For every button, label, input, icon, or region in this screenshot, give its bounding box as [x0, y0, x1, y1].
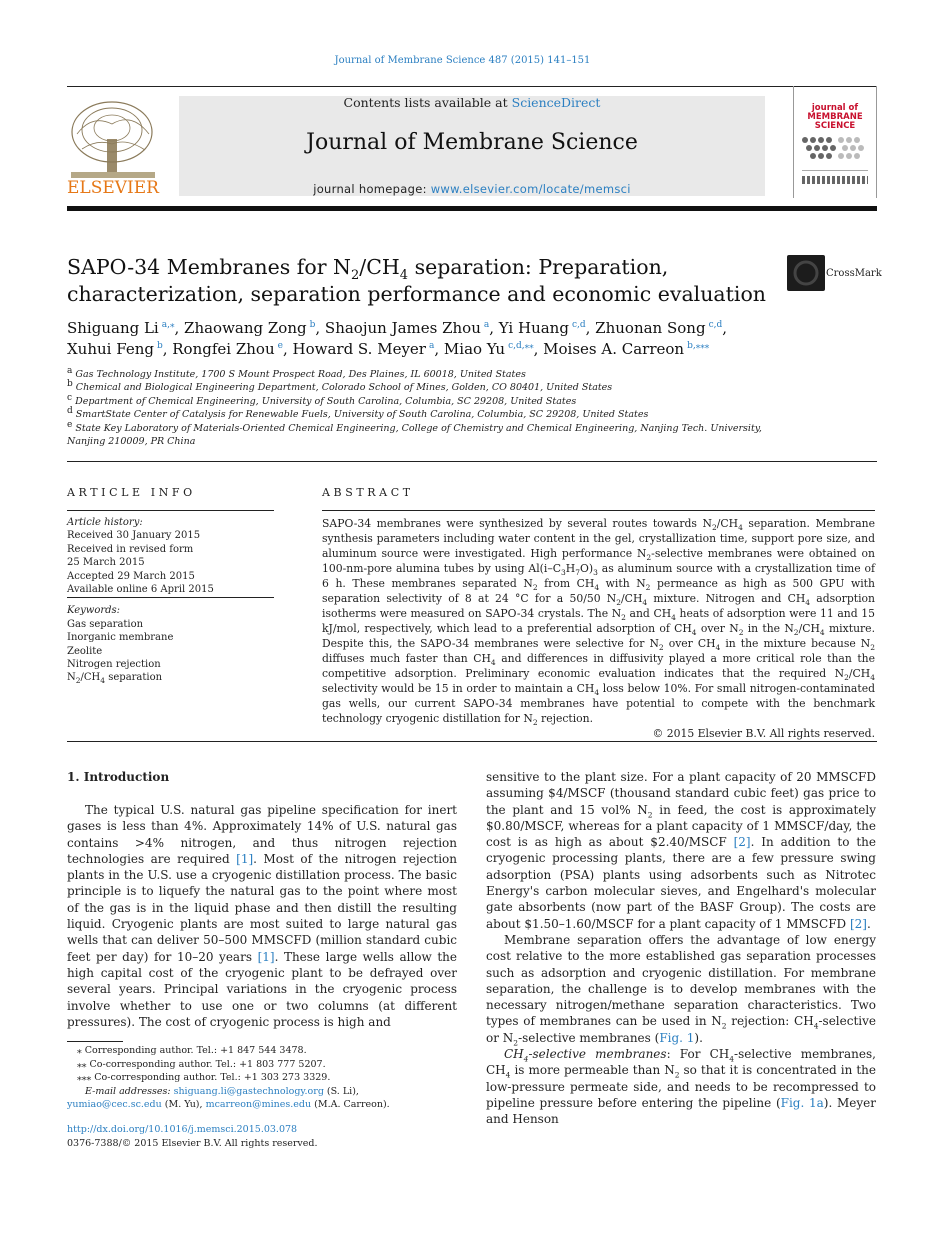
affiliation-key: a: [67, 365, 73, 376]
affiliation: [67, 408, 767, 421]
cover-title-line2: MEMBRANE: [807, 112, 863, 122]
footnote-emails: [67, 1085, 457, 1099]
keywords-rule: [67, 597, 274, 598]
affiliation-text: State Key Laboratory of Materials-Oriented Chemical Engineering, College of Chemistry and Chemical Engineering, Nanjing Tech. University,: [75, 422, 762, 434]
cover-divider: [802, 170, 868, 171]
author-separator: ,: [533, 340, 544, 358]
crossmark-icon[interactable]: [787, 255, 825, 291]
affiliation-text: Nanjing 210009, PR China: [67, 436, 196, 448]
publisher-name: ELSEVIER: [67, 178, 159, 198]
history-item: 25 March 2015: [67, 557, 145, 569]
body-column-left: [67, 802, 457, 1030]
article-info-rule: [67, 510, 274, 511]
footnotes: [67, 1044, 457, 1112]
author-name: Shiguang Li: [67, 319, 159, 337]
history-item: Available online 6 April 2015: [67, 584, 214, 596]
author-name: Moises A. Carreon: [543, 340, 685, 358]
paragraph: The typical U.S. natural gas pipeline specification for inert gases is less than 4%. Approximately 14% of U.S. natural gas contains >4% nitrogen, and thus nitrogen rejection technologies are required [1]. Most of the nitrogen rejection plants in the U.S. use a cryogenic distillation process. The basic principle is to liquefy the natural gas to the point where most of the gas is in the liquid phase and then distill the resulting liquid. Cryogenic plants are most suited to large natural gas wells that can deliver 50–500 MMSCFD (million standard cubic feet per day) for 10–20 years [1]. These large wells allow the high capital cost of the cryogenic plant to be defrayed over several years. Principal variations in the cryogenic process involve whether to use one or two columns (at different pressures). The cost of cryogenic process is high and: [67, 803, 457, 1029]
author-name: Zhaowang Zong: [184, 319, 307, 337]
keyword-sub: 4: [100, 676, 106, 686]
title-line2: characterization, separation performance and economic evaluation: [67, 282, 766, 306]
affiliation-text: Gas Technology Institute, 1700 S Mount Prospect Road, Des Plaines, IL 60018, United States: [75, 369, 526, 380]
journal-homepage: [179, 182, 765, 196]
affiliation: [67, 365, 767, 381]
email-owner: (M. Yu),: [161, 1099, 206, 1110]
contents-label: Contents lists available at: [343, 95, 512, 110]
author-name: Howard S. Meyer: [292, 340, 426, 358]
header-top-rule: [67, 86, 877, 87]
email-owner: (S. Li),: [323, 1085, 359, 1097]
author-name: Yi Huang: [498, 319, 569, 337]
author-separator: ,: [585, 319, 596, 337]
article-info-heading: ARTICLE INFO: [67, 486, 196, 499]
author-separator: ,: [434, 340, 444, 358]
affiliation-list: [67, 365, 767, 448]
journal-title: Journal of Membrane Science: [306, 130, 638, 155]
footnote-co-corresponding: ⁎⁎⁎ Co-corresponding author. Tel.: +1 303 273 3329.: [77, 1072, 331, 1083]
abstract-rule: [322, 510, 875, 511]
author-affil-mark[interactable]: b: [156, 341, 163, 351]
title-sub: 4: [399, 268, 409, 284]
affiliation-text: Chemical and Biological Engineering Department, Colorado School of Mines, Golden, CO 80401, United States: [75, 382, 613, 394]
history-item: Received 30 January 2015: [67, 530, 201, 542]
keyword-part: /CH: [80, 672, 101, 684]
author[interactable]: [67, 319, 174, 337]
ref-link[interactable]: [1]: [257, 949, 275, 964]
paragraph: $CH_4$-selective membranes: For $CH_4$-selective membranes, $CH_4$ is more permeable than $N_2$ so that it is concentrated in the low-pressure permeate side, and needs to be recompressed to pipeline pressure before entering the pipeline (Fig. 1a). Meyer and Henson: [486, 1047, 877, 1127]
header-bottom-rule: [67, 206, 877, 211]
author-separator: ,: [282, 340, 293, 358]
affiliation: [67, 381, 767, 394]
ref-link[interactable]: [2]: [733, 835, 751, 850]
cover-molecule-icon: [799, 134, 871, 164]
cover-title-line1: journal of: [811, 103, 859, 113]
article-title: [67, 254, 767, 308]
front-matter-rule: [67, 461, 877, 462]
affiliation: [67, 419, 767, 435]
abstract-heading: ABSTRACT: [322, 486, 414, 499]
paragraph: sensitive to the plant size. For a plant capacity of 20 MMSCFD assuming $4/MSCF (thousand standard cubic feet) gas price to the plant and 15 vol% $N_2$ in feed, the cost is approximately $0.80/MSCF, whereas for a plant capacity of 1 MMSCF/day, the cost is as high as about $2.40/MSCF [2]. In addition to the cryogenic processing plants, there are a few pressure swing adsorption (PSA) plants using adsorbents such as Nitrotec Energy's carbon molecular sieves, and Engelhard's molecular gate absorbents (now part of the BASF Group). The costs are about $1.50–1.60/MSCF for a plant capacity of 1 MMSCFD [2].: [486, 770, 877, 931]
keyword: Zeolite: [67, 645, 103, 657]
author[interactable]: [184, 319, 315, 337]
author[interactable]: [444, 340, 534, 358]
author-affil-mark[interactable]: b: [309, 320, 316, 330]
history-item: Accepted 29 March 2015: [67, 570, 195, 582]
abstract-text: SAPO-34 membranes were synthesized by several routes towards $N_2/CH_4$ separation. Membrane synthesis parameters including water content in the gel, crystallization time, support pore size, and aluminum source were investigated. High performance $N_2$-selective membranes were obtained on 100-nm-pore alumina tubes by using $Al(i-C_3H_7O)_3$ as aluminum source with a crystallization time of 6 h. These membranes separated $N_2$ from $CH_4$ with $N_2$ permeance as high as 500 GPU with separation selectivity of 8 at 24 °C for a 50/50 $N_2/CH_4$ mixture. Nitrogen and $CH_4$ adsorption isotherms were measured on SAPO-34 crystals. The $N_2$ and $CH_4$ heats of adsorption were 11 and 15 kJ/mol, respectively, which lead to a preferential adsorption of $CH_4$ over $N_2$ in the $N_2/CH_4$ mixture. Despite this, the SAPO-34 membranes were selective for $N_2$ over $CH_4$ in the mixture because $N_2$ diffuses much faster than $CH_4$ and differences in diffusivity played a more critical role than the competitive adsorption. Preliminary economic evaluation indicates that the required $N_2/CH_4$ selectivity would be 15 in order to maintain a $CH_4$ loss below 10%. For small nitrogen-contaminated gas wells, our current SAPO-34 membranes have potential to compete with the benchmark technology cryogenic distillation for $N_2$ rejection. © 2015 Elsevier B.V. All rights reserved.: [322, 517, 876, 740]
author-separator: ,: [489, 319, 499, 337]
author-separator: ,: [722, 319, 728, 337]
homepage-link[interactable]: www.elsevier.com/locate/memsci: [430, 182, 631, 196]
author-affil-mark[interactable]: e: [277, 341, 283, 351]
email-link[interactable]: mcarreon@mines.edu: [205, 1099, 312, 1110]
title-part: SAPO-34 Membranes for N: [67, 255, 351, 279]
issn-line: 0376-7388/© 2015 Elsevier B.V. All rights reserved.: [67, 1137, 318, 1149]
cover-barcode-icon: [802, 176, 868, 184]
title-part: /CH: [359, 255, 400, 279]
email-owner: (M.A. Carreon).: [311, 1099, 390, 1110]
author-affil-mark[interactable]: c,d: [708, 320, 723, 330]
author[interactable]: [172, 340, 283, 358]
figure-link[interactable]: Fig. 1a: [780, 1095, 824, 1110]
keyword: Inorganic membrane: [67, 632, 174, 644]
footnote-rule: [67, 1041, 123, 1042]
author-name: Xuhui Feng: [67, 340, 154, 358]
affiliation: [67, 392, 767, 408]
figure-link-label: Fig. 1: [780, 1095, 817, 1110]
author-affil-mark[interactable]: a: [428, 341, 435, 351]
author-separator: ,: [174, 319, 185, 337]
page-footer: [67, 1123, 457, 1150]
keywords-label: Keywords:: [67, 605, 121, 617]
keyword-sub: 2: [75, 676, 81, 686]
contents-available: [179, 95, 765, 110]
author[interactable]: [595, 319, 722, 337]
title-part: separation: Preparation,: [408, 255, 669, 279]
keyword: Nitrogen rejection: [67, 659, 161, 671]
author-name: Shaojun James Zhou: [324, 319, 481, 337]
email-link[interactable]: shiguang.li@gastechnology.org: [173, 1085, 324, 1097]
affiliation: [67, 435, 767, 448]
figure-link[interactable]: Fig. 1: [659, 1030, 695, 1045]
affiliation-key: d: [67, 406, 73, 417]
abstract-bottom-rule: [67, 741, 877, 742]
author-affil-mark[interactable]: b,⁎⁎⁎: [687, 341, 710, 351]
footnote-emails: [67, 1098, 457, 1112]
author[interactable]: [293, 340, 435, 358]
affiliation-text: SmartState Center of Catalysis for Renewable Fuels, University of South Carolina, Columbia, SC 29208, United States: [75, 409, 649, 421]
cover-title: [800, 104, 870, 131]
article-info: [67, 516, 274, 685]
history-item: Received in revised form: [67, 543, 194, 555]
history-label: Article history:: [67, 517, 143, 528]
author[interactable]: [543, 340, 709, 358]
affiliation-key: b: [67, 379, 73, 390]
cover-title-line3: SCIENCE: [814, 121, 856, 131]
author-separator: ,: [162, 340, 173, 358]
sciencedirect-link[interactable]: ScienceDirect: [511, 95, 601, 110]
author-affil-mark[interactable]: a: [483, 320, 490, 330]
footnote-co-corresponding: ⁎⁎ Co-corresponding author. Tel.: +1 803 777 5207.: [77, 1058, 326, 1070]
author-affil-mark[interactable]: c,d,⁎⁎: [508, 341, 534, 351]
ref-link[interactable]: [1]: [236, 851, 254, 866]
journal-citation[interactable]: Journal of Membrane Science 487 (2015) 141–151: [334, 55, 591, 66]
elsevier-logo: [67, 94, 159, 197]
body-column-right: [486, 769, 876, 1128]
email-link[interactable]: yumiao@cec.sc.edu: [67, 1099, 162, 1110]
keyword-part: separation: [105, 672, 163, 684]
author[interactable]: [325, 319, 489, 337]
doi-link[interactable]: http://dx.doi.org/10.1016/j.memsci.2015.03.078: [67, 1124, 298, 1135]
homepage-label: journal homepage:: [313, 182, 431, 196]
email-label: E-mail addresses:: [85, 1085, 174, 1097]
section-heading-introduction: 1. Introduction: [67, 770, 170, 784]
author-list: [67, 318, 877, 360]
keyword: [67, 671, 274, 684]
ref-link[interactable]: [2]: [849, 916, 867, 931]
footnote-corresponding: ⁎ Corresponding author. Tel.: +1 847 544 3478.: [77, 1045, 307, 1056]
copyright-notice: © 2015 Elsevier B.V. All rights reserved.: [652, 727, 875, 740]
crossmark-label[interactable]: CrossMark: [826, 268, 882, 279]
author-affil-mark[interactable]: c,d: [571, 320, 586, 330]
author-affil-mark[interactable]: a,⁎: [161, 320, 175, 330]
keyword: Gas separation: [67, 618, 144, 630]
author-name: Zhuonan Song: [595, 319, 706, 337]
author-separator: ,: [315, 319, 325, 337]
author-name: Rongfei Zhou: [172, 340, 275, 358]
title-sub: 2: [351, 268, 360, 284]
affiliation-key: e: [67, 419, 73, 430]
author[interactable]: [67, 340, 163, 358]
author-name: Miao Yu: [443, 340, 506, 358]
affiliation-key: c: [67, 392, 73, 403]
keyword-part: N: [67, 672, 76, 684]
journal-cover[interactable]: [793, 86, 877, 198]
crossmark-ring-icon: [787, 255, 825, 291]
author[interactable]: [499, 319, 586, 337]
affiliation-text: Department of Chemical Engineering, University of South Carolina, Columbia, SC 29208, United States: [75, 395, 577, 407]
paragraph: Membrane separation offers the advantage of low energy cost relative to the more established gas separation processes such as adsorption and cryogenic distillation. For membrane separation, the challenge is to develop membranes with the necessary nitrogen/methane separation characteristics. Two types of membranes can be used in $N_2$ rejection: $CH_4$-selective or $N_2$-selective membranes (Fig. 1).: [486, 932, 876, 1048]
